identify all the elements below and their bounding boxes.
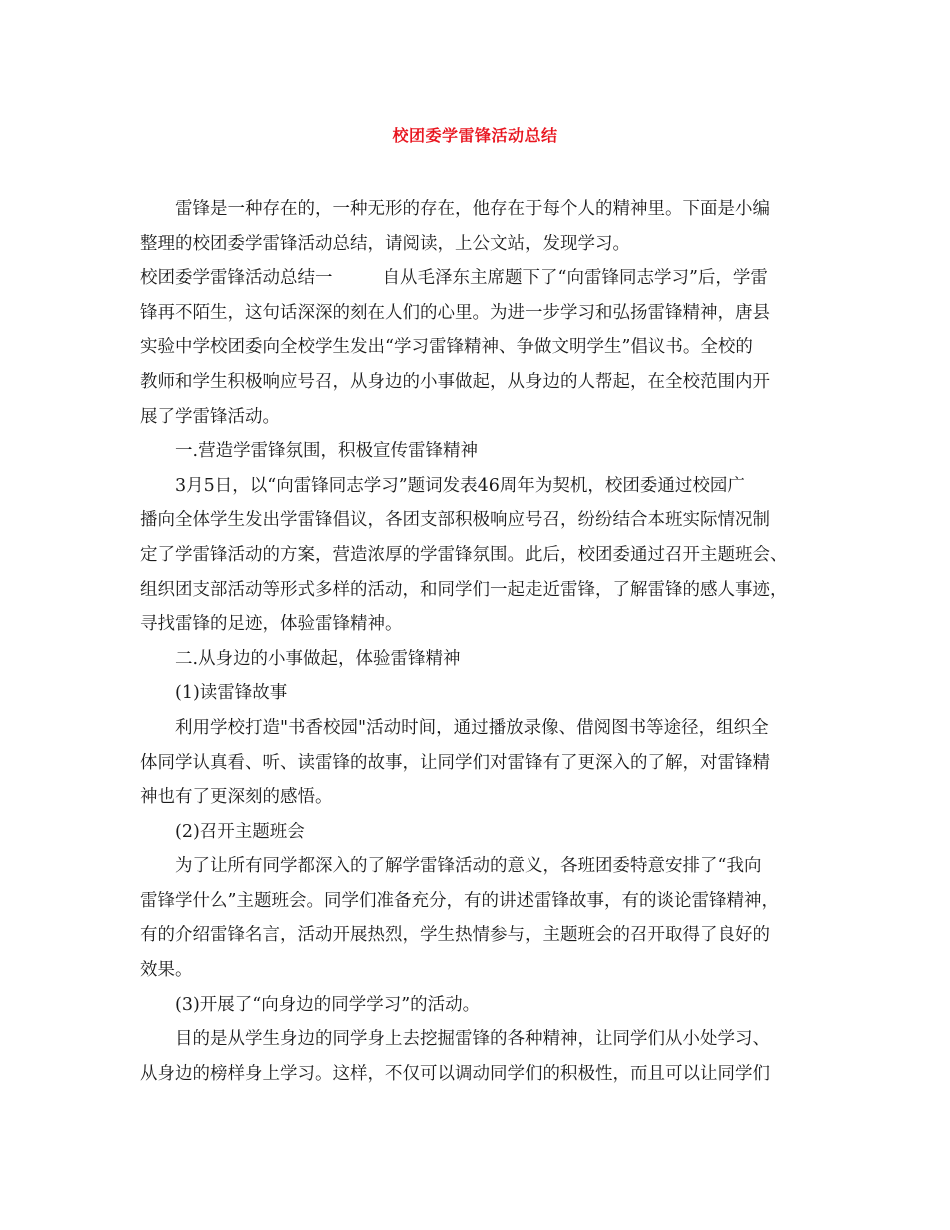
paragraph-line: 展了学雷锋活动。 (140, 406, 280, 427)
paragraph-line: 体同学认真看、听、读雷锋的故事，让同学们对雷锋有了更深入的了解，对雷锋精 (140, 752, 770, 773)
paragraph-text: 自从毛泽东主席题下了“向雷锋同志学习”后，学雷 (382, 268, 768, 289)
section-heading: 二.从身边的小事做起，体验雷锋精神 (175, 648, 461, 669)
paragraph-line: 目的是从学生身边的同学身上去挖掘雷锋的各种精神，让同学们从小处学习、 (175, 1029, 770, 1050)
paragraph-line: 寻找雷锋的足迹，体验雷锋精神。 (140, 614, 403, 635)
section-heading: 一.营造学雷锋氛围，积极宣传雷锋精神 (175, 441, 479, 462)
paragraph-line: 利用学校打造"书香校园"活动时间，通过播放录像、借阅图书等途径，组织全 (175, 717, 769, 738)
paragraph-line: 教师和学生积极响应号召，从身边的小事做起，从身边的人帮起，在全校范围内开 (140, 371, 770, 392)
paragraph-line: 从身边的榜样身上学习。这样，不仅可以调动同学们的积极性，而且可以让同学们 (140, 1063, 770, 1084)
paragraph-line: 整理的校团委学雷锋活动总结，请阅读，上公文站，发现学习。 (140, 233, 630, 254)
paragraph-line (140, 261, 820, 296)
paragraph-line: 雷锋是一种存在的，一种无形的存在，他存在于每个人的精神里。下面是小编 (175, 199, 770, 219)
document-body (140, 192, 820, 1091)
paragraph-line: 锋再不陌生，这句话深深的刻在人们的心里。为进一步学习和弘扬雷锋精神，唐县 (140, 302, 770, 323)
paragraph-line: 为了让所有同学都深入的了解学雷锋活动的意义，各班团委特意安排了“我向 (175, 856, 762, 877)
paragraph-line: 实验中学校团委向全校学生发出“学习雷锋精神、争做文明学生”倡议书。全校的 (140, 337, 753, 358)
subsection-heading: (3)开展了“向身边的同学学习”的活动。 (175, 994, 481, 1015)
paragraph-line: 神也有了更深刻的感悟。 (140, 787, 333, 808)
paragraph-line: 雷锋学什么”主题班会。同学们准备充分，有的讲述雷锋故事，有的谈论雷锋精神， (140, 890, 779, 911)
paragraph-line: 有的介绍雷锋名言，活动开展热烈，学生热情参与，主题班会的召开取得了良好的 (140, 925, 770, 946)
subsection-heading: (1)读雷锋故事 (175, 683, 288, 704)
paragraph-line: 播向全体学生发出学雷锋倡议，各团支部积极响应号召，纷纷结合本班实际情况制 (140, 510, 770, 531)
subsection-heading: (2)召开主题班会 (175, 821, 305, 842)
paragraph-line: 组织团支部活动等形式多样的活动，和同学们一起走近雷锋，了解雷锋的感人事迹， (140, 579, 788, 600)
paragraph-line: 定了学雷锋活动的方案，营造浓厚的学雷锋氛围。此后，校团委通过召开主题班会、 (140, 544, 788, 565)
section-heading: 校团委学雷锋活动总结一 (140, 268, 333, 289)
paragraph-line: 效果。 (140, 960, 193, 981)
paragraph-line: 3月5日，以“向雷锋同志学习”题词发表46周年为契机，校团委通过校园广 (175, 475, 745, 496)
document-title: 校团委学雷锋活动总结 (392, 126, 558, 145)
